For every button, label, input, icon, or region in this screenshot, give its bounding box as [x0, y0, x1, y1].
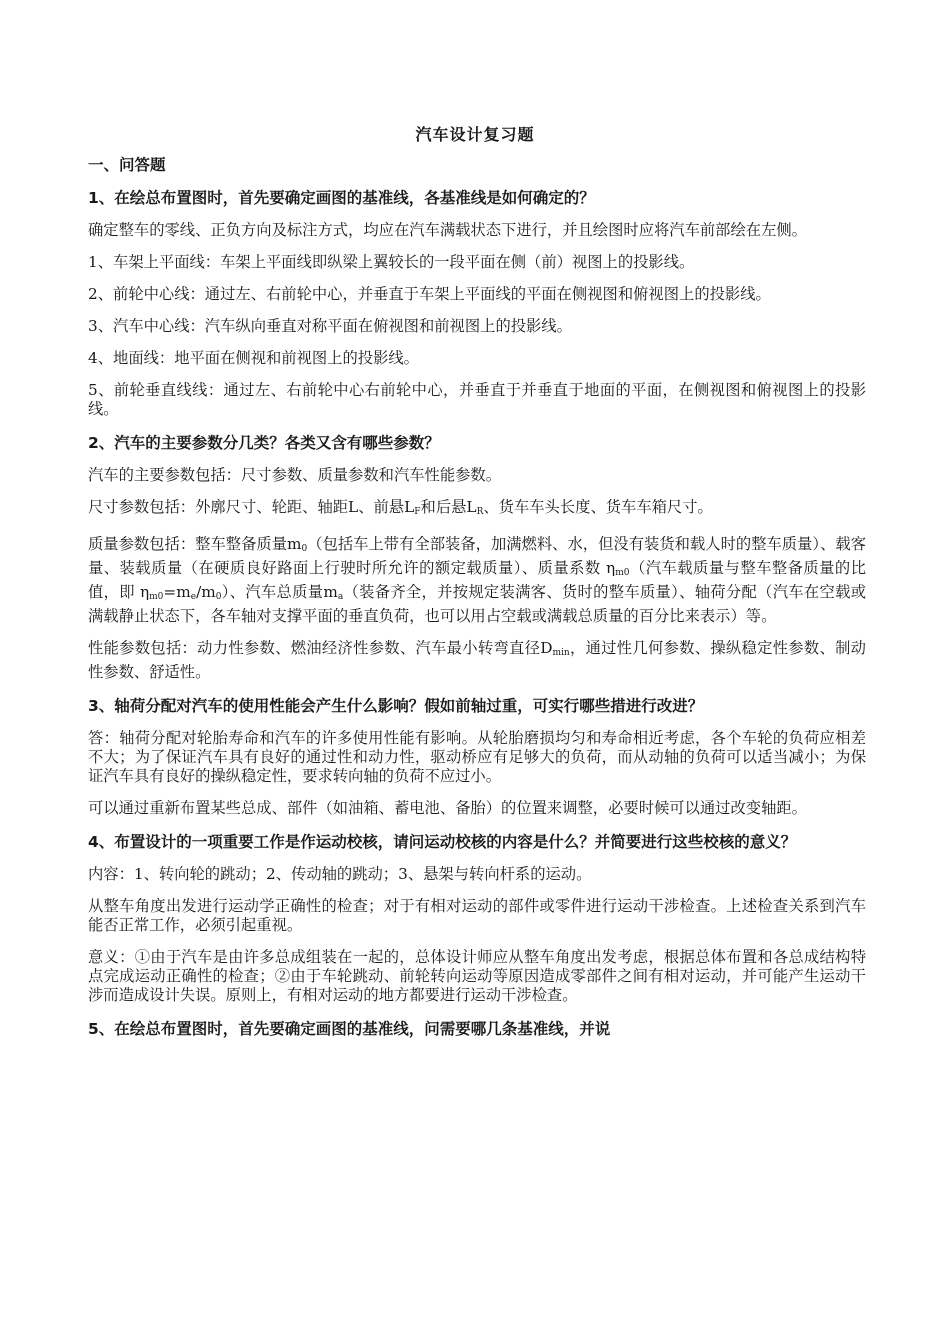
paragraph: 2、前轮中心线：通过左、右前轮中心，并垂直于车架上平面线的平面在侧视图和俯视图上的投影线。	[88, 285, 771, 303]
document-body	[88, 155, 866, 1053]
question-3	[88, 696, 866, 818]
paragraph: 4、地面线：地平面在侧视和前视图上的投影线。	[88, 349, 419, 367]
section-heading: 一、问答题	[88, 156, 166, 174]
question-5	[88, 1019, 866, 1039]
paragraph: 尺寸参数包括：外廓尺寸、轮距、轴距L、前悬$L_F$和后悬$L_R$、货车车头长度、货车车箱尺寸。	[88, 498, 713, 517]
paragraph: 从整车角度出发进行运动学正确性的检查；对于有相对运动的部件或零件进行运动干涉检查。上述检查关系到汽车能否正常工作，必须引起重视。	[88, 897, 866, 934]
question-1	[88, 188, 866, 419]
question-5-heading: 5、在绘总布置图时，首先要确定画图的基准线，问需要哪几条基准线，并说	[88, 1020, 611, 1038]
paragraph: 3、汽车中心线：汽车纵向垂直对称平面在俯视图和前视图上的投影线。	[88, 317, 572, 335]
paragraph: 意义：①由于汽车是由许多总成组装在一起的，总体设计师应从整车角度出发考虑，根据总体布置和各总成结构特点完成运动正确性的检查；②由于车轮跳动、前轮转向运动等原因造成零部件之间有相对运动，并可能产生运动干涉而造成设计失误。原则上，有相对运动的地方都要进行运动干涉检查。	[88, 948, 866, 1004]
paragraph: 5、前轮垂直线线：通过左、右前轮中心右前轮中心，并垂直于并垂直于地面的平面，在侧视图和俯视图上的投影线。	[88, 381, 866, 418]
paragraph: 确定整车的零线、正负方向及标注方式，均应在汽车满载状态下进行，并且绘图时应将汽车前部绘在左侧。	[88, 221, 807, 239]
paragraph: 性能参数包括：动力性参数、燃油经济性参数、汽车最小转弯直径$D_{min}$，通过性几何参数、操纵稳定性参数、制动性参数、舒适性。	[88, 639, 866, 681]
paragraph: 1、车架上平面线：车架上平面线即纵梁上翼较长的一段平面在侧（前）视图上的投影线。	[88, 253, 695, 271]
paragraph: 汽车的主要参数包括：尺寸参数、质量参数和汽车性能参数。	[88, 466, 502, 484]
paragraph: 答：轴荷分配对轮胎寿命和汽车的许多使用性能有影响。从轮胎磨损均匀和寿命相近考虑，各个车轮的负荷应相差不大；为了保证汽车具有良好的通过性和动力性，驱动桥应有足够大的负荷，而从动轴的负荷可以适当减小；为保证汽车具有良好的操纵稳定性，要求转向轴的负荷不应过小。	[88, 729, 866, 785]
question-3-heading: 3、轴荷分配对汽车的使用性能会产生什么影响？假如前轴过重，可实行哪些措进行改进？	[88, 697, 704, 715]
paragraph: 质量参数包括：整车整备质量$m_0$（包括车上带有全部装备，加满燃料、水，但没有装货和载人时的整车质量）、载客量、装载质量（在硬质良好路面上行驶时所允许的额定载质量）、质量系数 $\eta_{m0}$（汽车载质量与整车整备质量的比值，即 $\eta_{m0}=m_e/m_0$）、汽车总质量$m_a$（装备齐全，并按规定装满客、货时的整车质量）、轴荷分配（汽车在空载或满载静止状态下，各车轴对支撑平面的垂直负荷，也可以用占空载或满载总质量的百分比来表示）等。	[88, 535, 867, 625]
question-4-heading: 4、布置设计的一项重要工作是作运动校核，请问运动校核的内容是什么？并简要进行这些校核的意义？	[88, 833, 797, 851]
question-2-heading: 2、汽车的主要参数分几类？各类又含有哪些参数？	[88, 434, 440, 452]
document-title: 汽车设计复习题	[415, 125, 535, 144]
question-2	[88, 433, 866, 682]
question-4	[88, 832, 866, 1005]
question-1-heading: 1、在绘总布置图时，首先要确定画图的基准线，各基准线是如何确定的？	[88, 189, 595, 207]
paragraph: 内容：1、转向轮的跳动；2、传动轴的跳动；3、悬架与转向杆系的运动。	[88, 865, 592, 883]
paragraph: 可以通过重新布置某些总成、部件（如油箱、蓄电池、备胎）的位置来调整，必要时候可以通过改变轴距。	[88, 799, 807, 817]
